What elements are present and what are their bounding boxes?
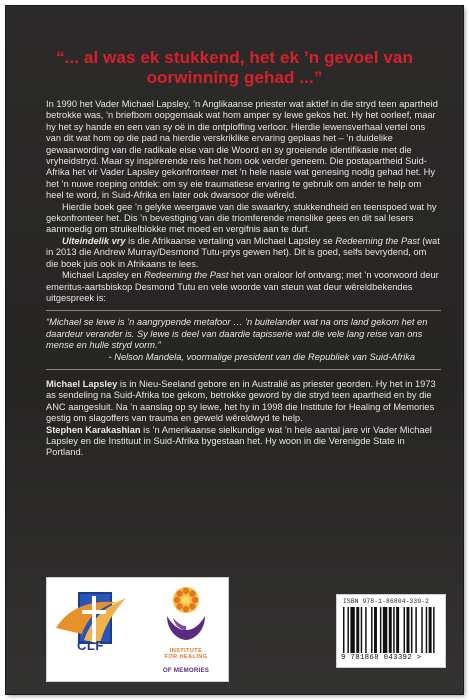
- barcode-icon: [343, 607, 439, 653]
- ihom-logo: [149, 582, 223, 678]
- author-bio-karakashian: Stephen Karakashian is ’n Amerikaanse sielkundige wat ’n hele aantal jare vir Vader Michael Lapsley en die Instituut in Suid-Afrika bygestaan het. Hy woon in die Verenigde State in Portland.: [46, 424, 432, 458]
- isbn-barcode-panel: [336, 594, 446, 668]
- author-bio-lapsley: Michael Lapsley is in Nieu-Seeland gebore en in Australië as priester georden. Hy het in 1973 as sendeling na Suid-Afrika toe gekom, betrokke geword by die stryd teen apartheid en by die ANC aangesluit. Na ’n aanslag op sy lewe, het hy in 1998 die Institute for Healing of Memories gestig om slagoffers van trauma en geweld wêreldwyd te help.: [46, 378, 436, 424]
- blurb-paragraph-1: In 1990 het Vader Michael Lapsley, ’n Anglikaanse priester wat aktief in die stryd teen apartheid betrokke was, ’n briefbom oopgemaak wat hom amper sy lewe gekos het. Hy het oorleef, maar hy het sy hande en een van sy oë in die ontploffing verloor. Hierdie lewensverhaal vertel ons van dit wat hom op die pad na hierdie verskriklike ervaring geplaas het – ’n duidelike gewaarwording van die radikale eise van die Woord en sy groeiende identifikasie met die vryheidstryd. Maar sy inspirerende reis het hom ook verder geneem. Die postapartheid Suid-Afrika het vir Vader Lapsley gekonfronteer met ’n hele nasie wat genesing nodig gehad het. Hy het ’n nuwe roeping ontdek: om sy eie traumatiese ervaring te gebruik om ander te help om heel te word, in Suid-Afrika en later ook dwarsoor die wêreld.: [46, 99, 438, 201]
- blurb-paragraph-3: Uiteindelik vry is die Afrikaanse vertaling van Michael Lapsley se Redeeming the Past (wat in 2013 die Andrew Murray/Desmond Tutu-prys gewen het). Dit is goed, selfs bevrydend, om die boek juis ook in Afrikaans te lees.: [46, 235, 440, 269]
- back-cover: [6, 6, 463, 694]
- endorsement-quote: “Michael se lewe is ’n aangrypende metafoor … ’n buitelander wat na ons land gekom het en daardeur verander is. Sy lewe is deel van daardie tapisserie wat die vele lang reise van ons mense en hulle stryd vorm.” - Nelson Mandela, voormalige president van die Republiek van Suid-Afrika: [46, 310, 441, 370]
- publisher-logos-panel: [46, 577, 229, 682]
- healing-flower-icon: [161, 582, 211, 646]
- blurb-body: [46, 99, 441, 459]
- book-title-english: Redeeming the Past: [335, 235, 420, 246]
- blurb-paragraph-4: Michael Lapsley en Redeeming the Past het van oraloor lof ontvang; met ’n voorwoord deur emeritus-aartsbiskop Desmond Tutu en vele woorde van steun wat deur wêreldbekendes uitgespreek is:: [46, 270, 439, 303]
- endorsement-attribution: - Nelson Mandela, voormalige president van die Republiek van Suid-Afrika: [108, 351, 415, 362]
- headline-quote: “... al was ek stukkend, het ek ’n gevoel van oorwinning gehad ...”: [56, 48, 413, 87]
- book-title-afrikaans: Uiteindelik vry: [62, 235, 126, 246]
- clf-logo-icon: [54, 588, 134, 672]
- isbn-number: ISBN 978-1-86804-339-2: [343, 598, 430, 605]
- ihom-wordmark-top: INSTITUTE FOR HEALING: [164, 648, 208, 661]
- blurb-paragraph-2: Hierdie boek gee ’n gelyke weergawe van die swaarkry, stukkendheid en teenspoed wat hy gekonfronteer het. Dis ’n bevestiging van die triomferende menslike gees en dit sal lesers aanmoedig om struikelblokke met moed en vergifnis aan te durf.: [46, 201, 437, 235]
- barcode-digits: 9 781868 043392 >: [341, 654, 422, 662]
- ihom-wordmark-bottom: OF MEMORIES: [162, 667, 210, 674]
- clf-wordmark: CLF: [77, 638, 104, 653]
